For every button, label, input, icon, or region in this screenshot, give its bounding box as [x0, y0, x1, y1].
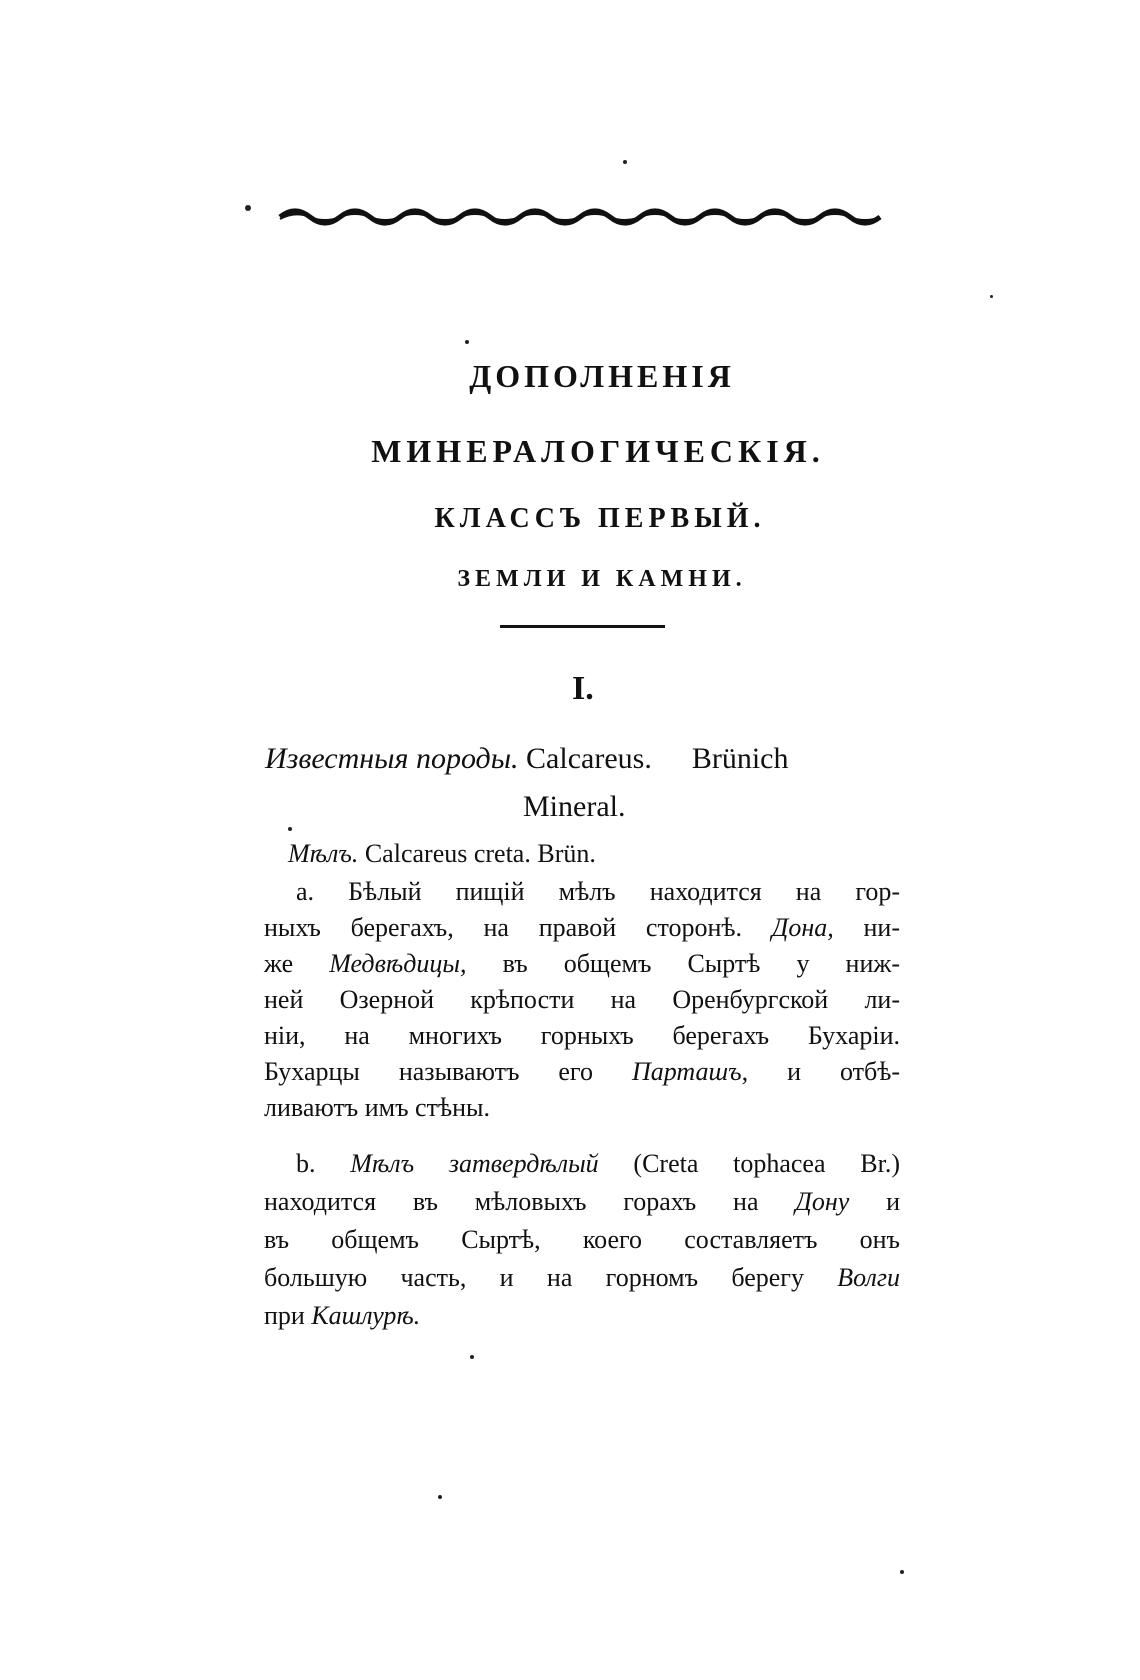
text-line [264, 1298, 900, 1334]
text-span: Calcareus creta. Brün. [364, 839, 596, 868]
scan-speck [438, 1495, 442, 1499]
text-line: ніи, на многихъ горныхъ берегахъ Бухаріи. [264, 1021, 900, 1050]
heading-italic: Известныя породы. [265, 742, 519, 775]
text-italic: Медвѣдицы, [329, 949, 467, 978]
ornament-border [278, 202, 898, 232]
text-span: и [886, 1187, 900, 1216]
text-span: b. [296, 1149, 316, 1178]
text-span: въ общемъ Сыртѣ у ниж- [502, 949, 901, 978]
heading-author: Brünich [691, 742, 789, 775]
text-span: Бухарцы называютъ его [264, 1057, 593, 1086]
text-line: ней Озерной крѣпости на Оренбургской ли- [264, 985, 900, 1014]
text-span: находится въ мѣловыхъ горахъ на [264, 1187, 759, 1216]
text-italic: Волги [837, 1263, 901, 1292]
section-heading [265, 742, 788, 776]
text-italic: Дону [795, 1187, 850, 1216]
text-line [264, 1184, 900, 1220]
section-numeral: I. [572, 670, 594, 707]
title-mineralogical: МИНЕРАЛОГИЧЕСКІЯ. [371, 433, 825, 469]
divider-rule [500, 625, 665, 628]
text-line [264, 946, 900, 982]
text-line [288, 836, 924, 872]
text-line [264, 1260, 900, 1296]
scan-speck [288, 827, 292, 831]
scan-speck [900, 1570, 904, 1574]
text-line [264, 1054, 900, 1090]
text-span: ни- [863, 913, 900, 942]
text-span: же [264, 949, 294, 978]
scan-speck [990, 295, 993, 298]
heading-continuation: Mineral. [523, 790, 626, 823]
text-line: a. Бѣлый пищій мѣлъ находится на гор- [296, 877, 900, 906]
text-line [264, 910, 900, 946]
text-span: (Creta tophacea Br.) [633, 1149, 900, 1178]
scan-speck [470, 1355, 474, 1359]
scan-speck [465, 340, 469, 344]
scan-speck [623, 160, 627, 164]
title-first-class: КЛАССЪ ПЕРВЫЙ. [434, 503, 766, 534]
text-span: ныхъ берегахъ, на правой сторонѣ. [264, 913, 743, 942]
text-span: и отбѣ- [787, 1057, 900, 1086]
text-italic: Дона, [771, 913, 834, 942]
text-italic: Парташъ, [631, 1057, 749, 1086]
text-italic: Мѣлъ. [288, 839, 359, 868]
text-span: при [264, 1301, 305, 1330]
title-additions: ДОПОЛНЕНІЯ [469, 358, 735, 394]
scan-speck [245, 205, 251, 211]
text-line [296, 1146, 900, 1182]
text-italic: Кашлурѣ. [311, 1301, 421, 1330]
text-line: въ общемъ Сыртѣ, коего составляетъ онъ [264, 1225, 900, 1254]
text-line: ливаютъ имъ стѣны. [264, 1093, 490, 1122]
text-italic: Мѣлъ затвердѣлый [350, 1149, 599, 1178]
heading-latin: Calcareus. [526, 742, 652, 775]
title-earths-stones: ЗЕМЛИ И КАМНИ. [457, 566, 747, 592]
text-span: большую часть, и на горномъ берегу [264, 1263, 804, 1292]
